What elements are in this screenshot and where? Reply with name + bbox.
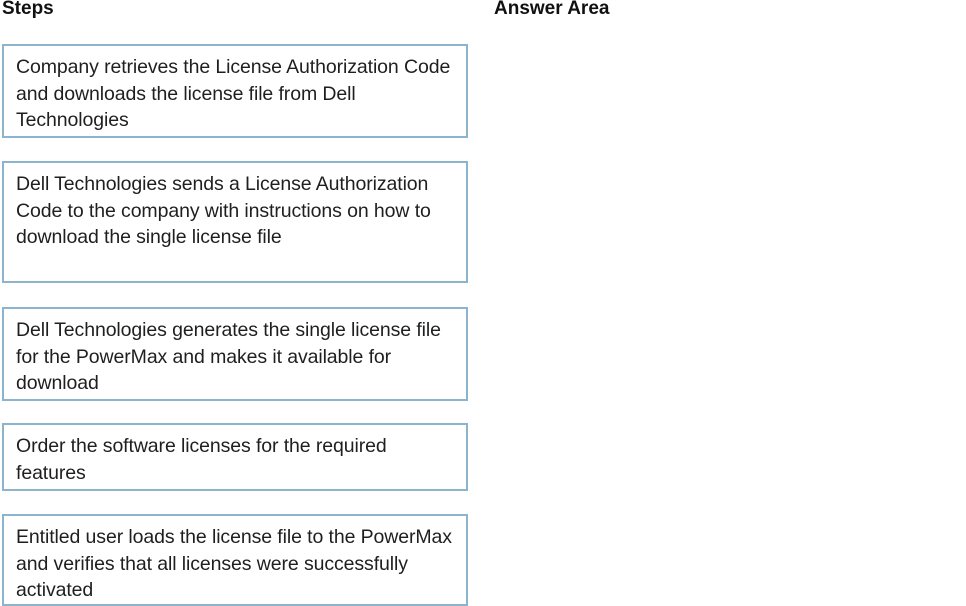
step-card-send-authorization-code[interactable] (2, 161, 468, 283)
answer-area-dropzone[interactable] (490, 30, 960, 600)
step-card-load-license-file[interactable] (2, 514, 468, 606)
step-card-generate-license-file[interactable] (2, 307, 468, 401)
answer-area-heading: Answer Area (494, 0, 610, 19)
step-text: Dell Technologies generates the single license file for the PowerMax and makes it available for download (16, 319, 441, 394)
step-card-retrieve-license[interactable] (2, 44, 468, 138)
step-card-order-licenses[interactable] (2, 423, 468, 491)
step-text: Entitled user loads the license file to the PowerMax and verifies that all licenses were successfully activated (16, 526, 452, 601)
step-text: Dell Technologies sends a License Authorization Code to the company with instructions on how to download the single license file (16, 173, 431, 248)
steps-heading: Steps (2, 0, 54, 19)
step-text: Company retrieves the License Authorization Code and downloads the license file from Dell Technologies (16, 56, 451, 131)
step-text: Order the software licenses for the required features (16, 435, 387, 484)
steps-list (0, 0, 480, 606)
